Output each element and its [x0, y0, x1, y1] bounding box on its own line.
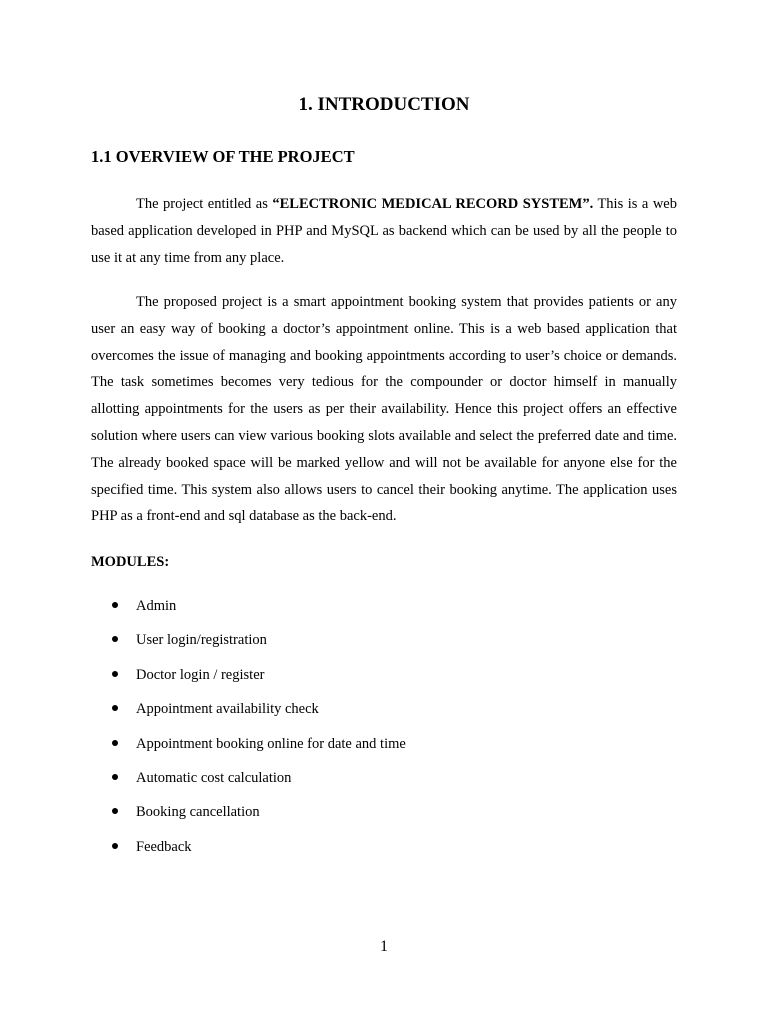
list-item [91, 734, 591, 768]
paragraph-lead-text: The project entitled as [136, 196, 273, 212]
proposed-project-paragraph: The proposed project is a smart appointment booking system that provides patients or any user an easy way of booking a doctor’s appointment online. This is a web based application that overcomes the issue of managing and booking appointments according to user’s choice or demands. The task sometimes becomes very tedious for the compounder or doctor himself in manually allotting appointments for the users as per their availability. Hence this project offers an effective solution where users can view various booking slots available and select the preferred date and time. The already booked space will be marked yellow and will not be available for anyone else for the specified time. This system also allows users to cancel their booking anytime. The application uses PHP as a front-end and sql database as the back-end. [91, 294, 677, 525]
chapter-title: 1. INTRODUCTION [298, 94, 470, 115]
module-label: Admin [136, 598, 177, 614]
list-item [91, 802, 591, 836]
module-label: Automatic cost calculation [136, 769, 292, 786]
list-item [91, 699, 591, 733]
bullet-icon [112, 671, 118, 677]
module-label: User login/registration [136, 632, 267, 649]
module-label: Appointment availability check [136, 701, 319, 718]
bullet-icon [112, 602, 118, 608]
list-item [91, 596, 591, 630]
paragraph-rest-text: This is a web based application developed in PHP and MySQL as backend which can be used by all the people to use it at any time from any place. [91, 196, 677, 266]
page-number: 1 [380, 938, 388, 955]
bullet-icon [112, 740, 118, 746]
bullet-icon [112, 636, 118, 642]
list-item [91, 630, 591, 664]
bullet-icon [112, 808, 118, 814]
overview-paragraph [91, 191, 677, 271]
bullet-icon [112, 843, 118, 849]
section-heading: 1.1 OVERVIEW OF THE PROJECT [91, 147, 355, 166]
modules-list [91, 596, 591, 871]
module-label: Appointment booking online for date and time [136, 735, 406, 752]
module-label: Feedback [136, 838, 192, 855]
list-item [91, 768, 591, 802]
module-label: Doctor login / register [136, 666, 265, 683]
project-name: “ELECTRONIC MEDICAL RECORD SYSTEM”. [272, 196, 594, 212]
modules-heading: MODULES: [91, 554, 170, 570]
module-label: Booking cancellation [136, 804, 260, 821]
bullet-icon [112, 774, 118, 780]
list-item [91, 837, 591, 871]
bullet-icon [112, 705, 118, 711]
list-item [91, 665, 591, 699]
